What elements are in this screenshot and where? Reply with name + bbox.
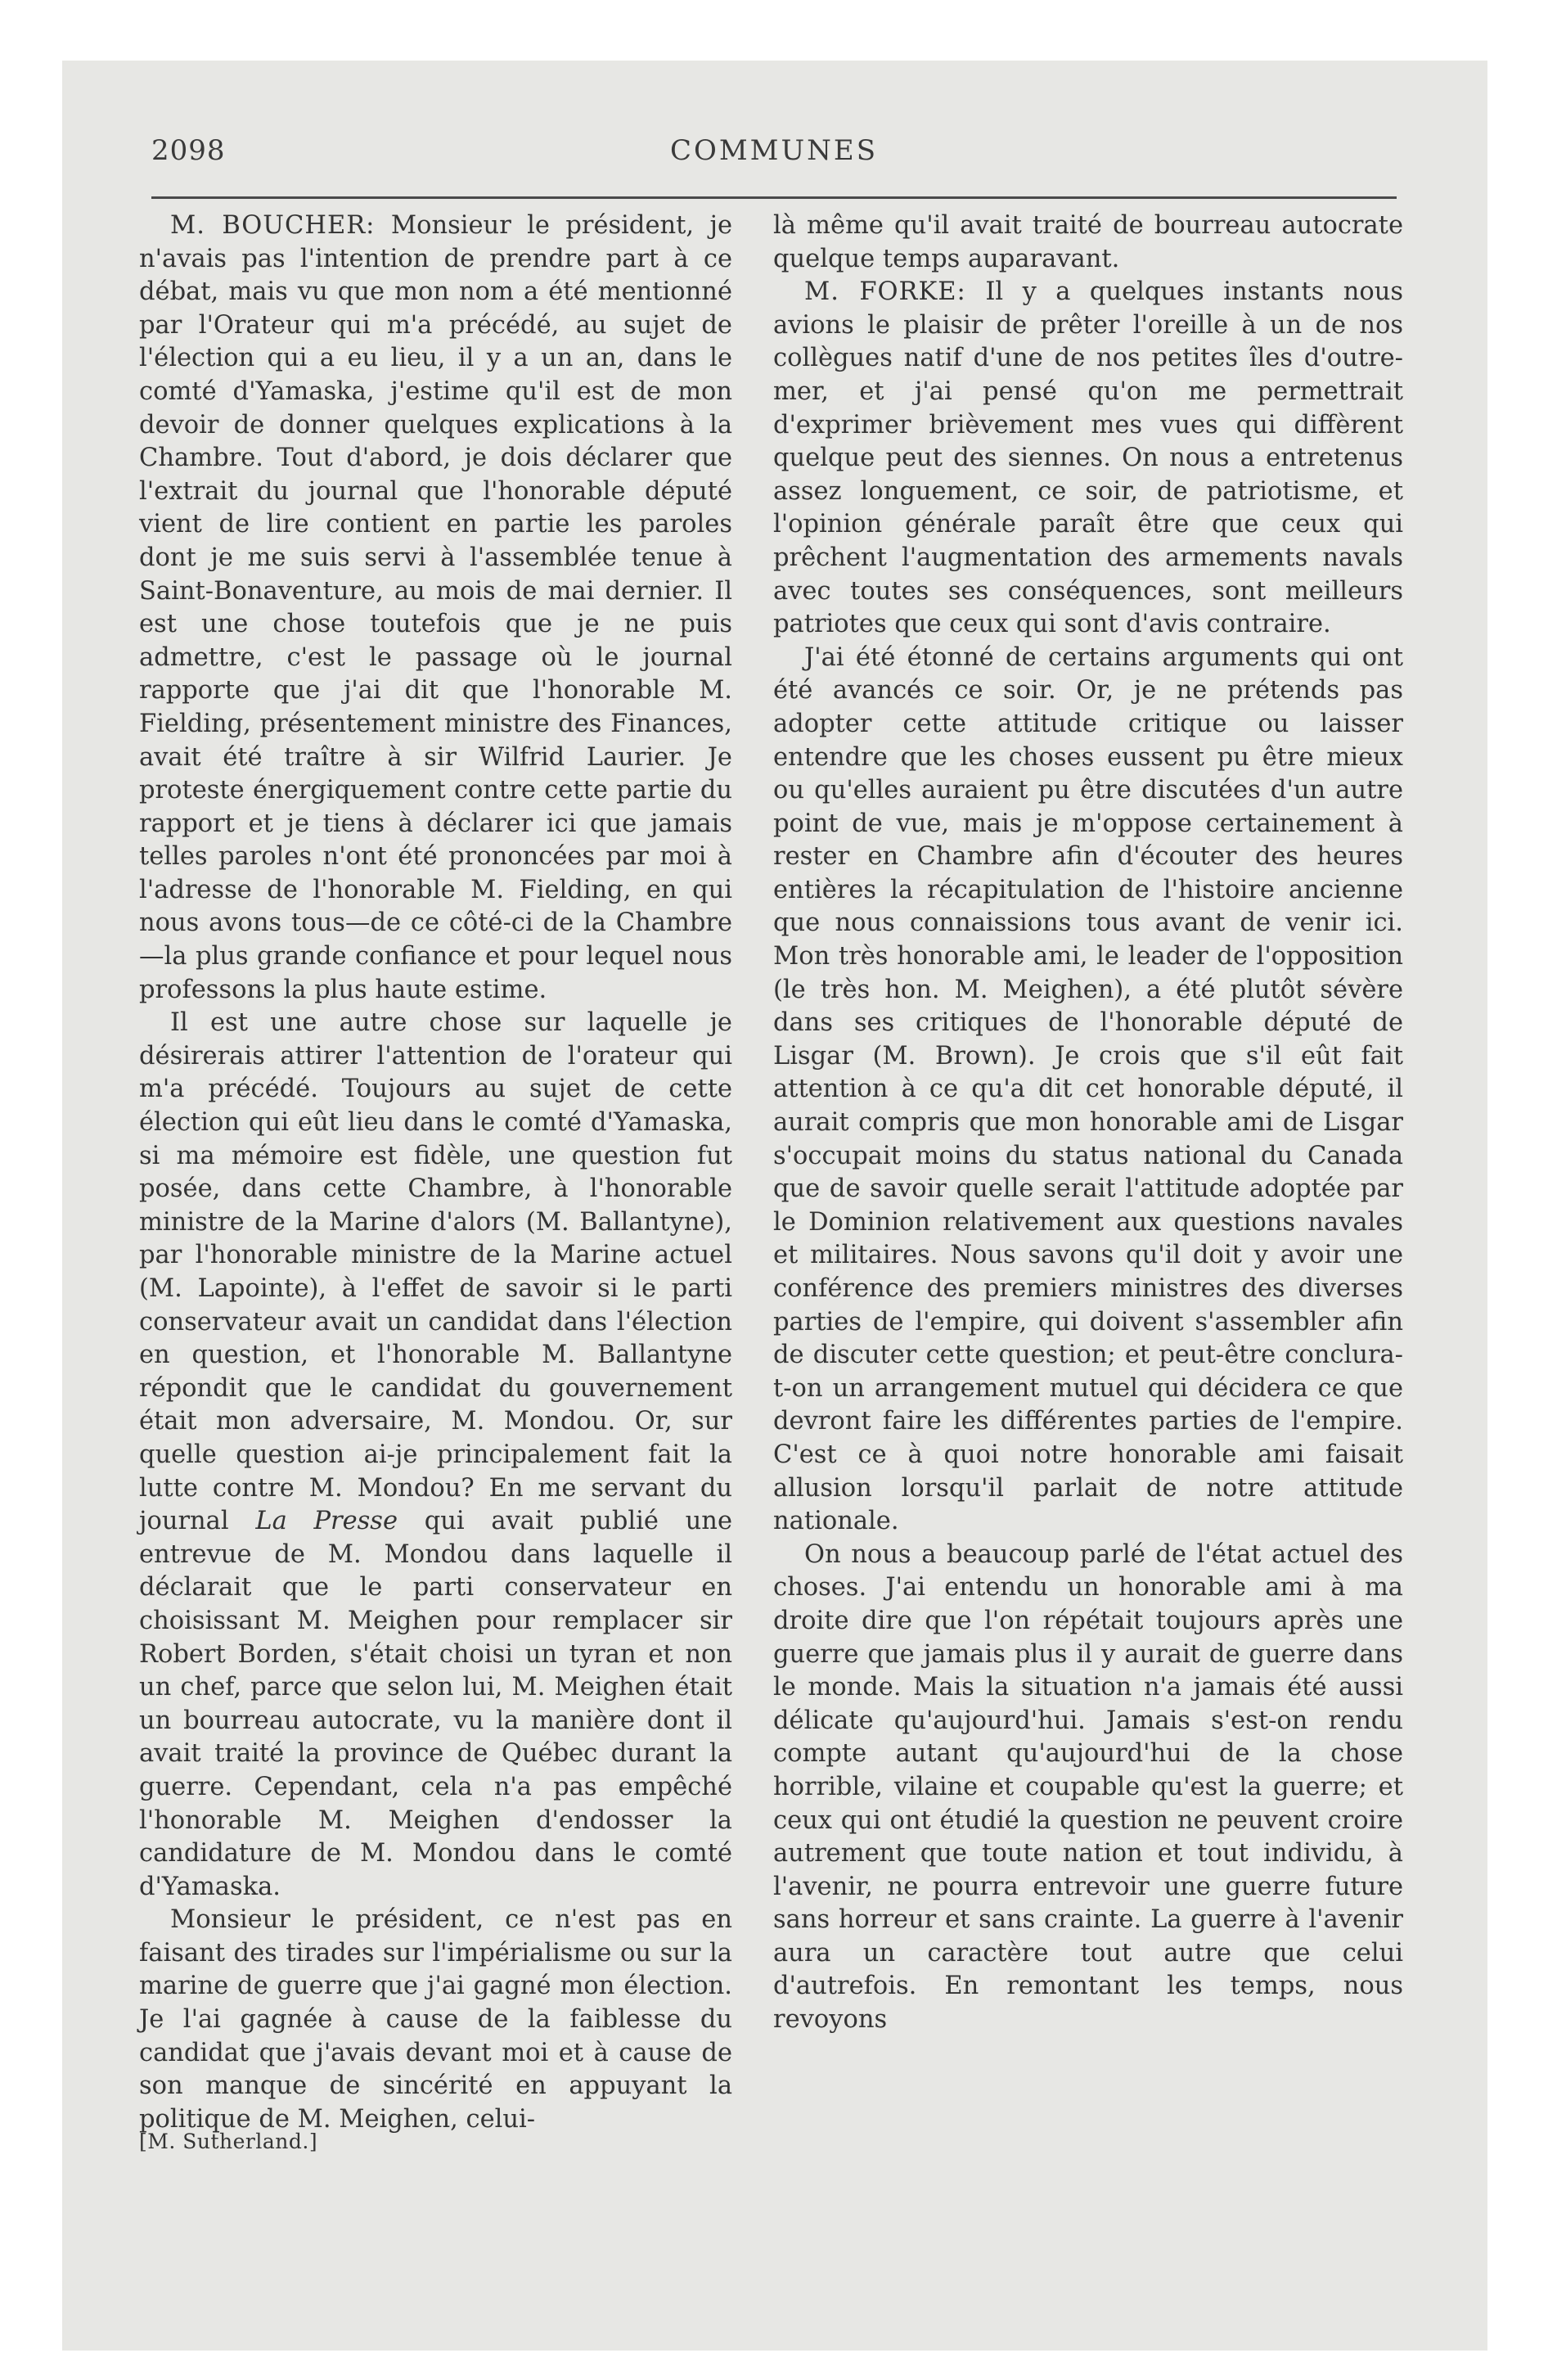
newspaper-title: La Presse — [255, 1507, 398, 1536]
paragraph-forke-1 — [773, 276, 1403, 642]
paragraph-forke-3 — [773, 1539, 1403, 2037]
speaker-name: M. BOUCHER: — [170, 211, 376, 240]
right-column — [773, 210, 1403, 2037]
speaker-name: M. FORKE: — [804, 277, 966, 307]
paragraph-boucher-3 — [139, 1904, 732, 2136]
paragraph-text: Il est une autre chose sur laquelle je désirerais attirer l'attention de l'orateur qui m'a précédé. Toujours au sujet de cette élection qui eût lieu dans le comté d'Yamaska, si ma mémoire est fidèle, une question fut posée, dans cette Chambre, à l'honorable ministre de la Marine d'alors (M. Ballantyne), par l'honorable ministre de la Marine actuel (M. Lapointe), à l'effet de savoir si le parti conservateur avait un candidat dans l'élection en question, et l'honorable M. Ballantyne répondit que le candidat du gouvernement était mon adversaire, M. Mondou. Or, sur quelle question ai-je principalement fait la lutte contre M. Mondou? En me servant du journal — [139, 1008, 732, 1536]
left-column — [139, 210, 732, 2136]
header-rule — [151, 196, 1397, 199]
paragraph-boucher-continued — [773, 210, 1403, 276]
paragraph-boucher-2 — [139, 1007, 732, 1904]
paragraph-text: Monsieur le président, ce n'est pas en faisant des tirades sur l'impérialisme ou sur la marine de guerre que j'ai gagné mon élection. Je l'ai gagnée à cause de la faiblesse du candidat que j'avais devant moi et à cause de son manque de sincérité en appuyant la politique de M. Meighen, celui- — [139, 1905, 732, 2134]
paragraph-text: Monsieur le président, je n'avais pas l'intention de prendre part à ce débat, mais vu que mon nom a été mentionné par l'Orateur qui m'a précédé, au sujet de l'élection qui a eu lieu, il y a un an, dans le comté d'Yamaska, j'estime qu'il est de mon devoir de donner quelques explications à la Chambre. Tout d'abord, je dois déclarer que l'extrait du journal que l'honorable député vient de lire contient en partie les paroles dont je me suis servi à l'assemblée tenue à Saint-Bonaventure, au mois de mai dernier. Il est une chose toutefois que je ne puis admettre, c'est le passage où le journal rapporte que j'ai dit que l'honorable M. Fielding, présentement ministre des Finances, avait été traître à sir Wilfrid Laurier. Je proteste énergiquement contre cette partie du rapport et je tiens à déclarer ici que jamais telles paroles n'ont été prononcées par moi à l'adresse de l'honorable M. Fielding, en qui nous avons tous—de ce côté-ci de la Chambre—la plus grande confiance et pour lequel nous professons la plus haute estime. — [139, 211, 733, 1004]
paragraph-boucher-1 — [139, 210, 732, 1007]
paragraph-forke-2 — [773, 642, 1403, 1539]
running-title: COMMUNES — [669, 134, 879, 167]
paragraph-text: On nous a beaucoup parlé de l'état actuel des choses. J'ai entendu un honorable ami à ma droite dire que l'on répétait toujours après une guerre que jamais plus il y aurait de guerre dans le monde. Mais la situation n'a jamais été aussi délicate qu'aujourd'hui. Jamais s'est-on rendu compte autant qu'aujourd'hui de la chose horrible, vilaine et coupable qu'est la guerre; et ceux qui ont étudié la question ne peuvent croire autrement que toute nation et tout individu, à l'avenir, ne pourra entrevoir une guerre future sans horreur et sans crainte. La guerre à l'avenir aura un caractère tout autre que celui d'autrefois. En remontant les temps, nous revoyons — [773, 1539, 1403, 2035]
paragraph-text: qui avait publié une entrevue de M. Mondou dans laquelle il déclarait que le parti conservateur en choisissant M. Meighen pour remplacer sir Robert Borden, s'était choisi un tyran et non un chef, parce que selon lui, M. Meighen était un bourreau autocrate, vu la manière dont il avait traité la province de Québec durant la guerre. Cependant, cela n'a pas empêché l'honorable M. Meighen d'endosser la candidature de M. Mondou dans le comté d'Yamaska. — [139, 1507, 732, 1901]
page-number: 2098 — [151, 134, 226, 167]
paragraph-text: J'ai été étonné de certains arguments qui ont été avancés ce soir. Or, je ne prétends pas adopter cette attitude critique ou laisser entendre que les choses eussent pu être mieux ou qu'elles auraient pu être discutées d'un autre point de vue, mais je m'oppose certainement à rester en Chambre afin d'écouter des heures entières la récapitulation de l'histoire ancienne que nous connaissions tous avant de venir ici. Mon très honorable ami, le leader de l'opposition (le très hon. M. Meighen), a été plutôt sévère dans ses critiques de l'honorable député de Lisgar (M. Brown). Je crois que s'il eût fait attention à ce qu'a dit cet honorable député, il aurait compris que mon honorable ami de Lisgar s'occupait moins du status national du Canada que de savoir quelle serait l'attitude adoptée par le Dominion relativement aux questions navales et militaires. Nous savons qu'il doit y avoir une conférence des premiers ministres des diverses parties de l'empire, qui doivent s'assembler afin de discuter cette question; et peut-être conclura-t-on un arrangement mutuel qui décidera ce que devront faire les différentes parties de l'empire. C'est ce à quoi notre honorable ami faisait allusion lorsqu'il parlait de notre attitude nationale. — [773, 642, 1403, 1536]
footer-note: [M. Sutherland.] — [139, 2130, 318, 2153]
paragraph-text: là même qu'il avait traité de bourreau autocrate quelque temps auparavant. — [773, 211, 1403, 273]
paragraph-text: Il y a quelques instants nous avions le plaisir de prêter l'oreille à un de nos collègues natif d'une de nos petites îles d'outre-mer, et j'ai pensé qu'on me permettrait d'exprimer brièvement mes vues qui diffèrent quelque peut des siennes. On nous a entretenus assez longuement, ce soir, de patriotisme, et l'opinion générale paraît être que ceux qui prêchent l'augmentation des armements navals avec toutes ses conséquences, sont meilleurs patriotes que ceux qui sont d'avis contraire. — [773, 277, 1403, 639]
